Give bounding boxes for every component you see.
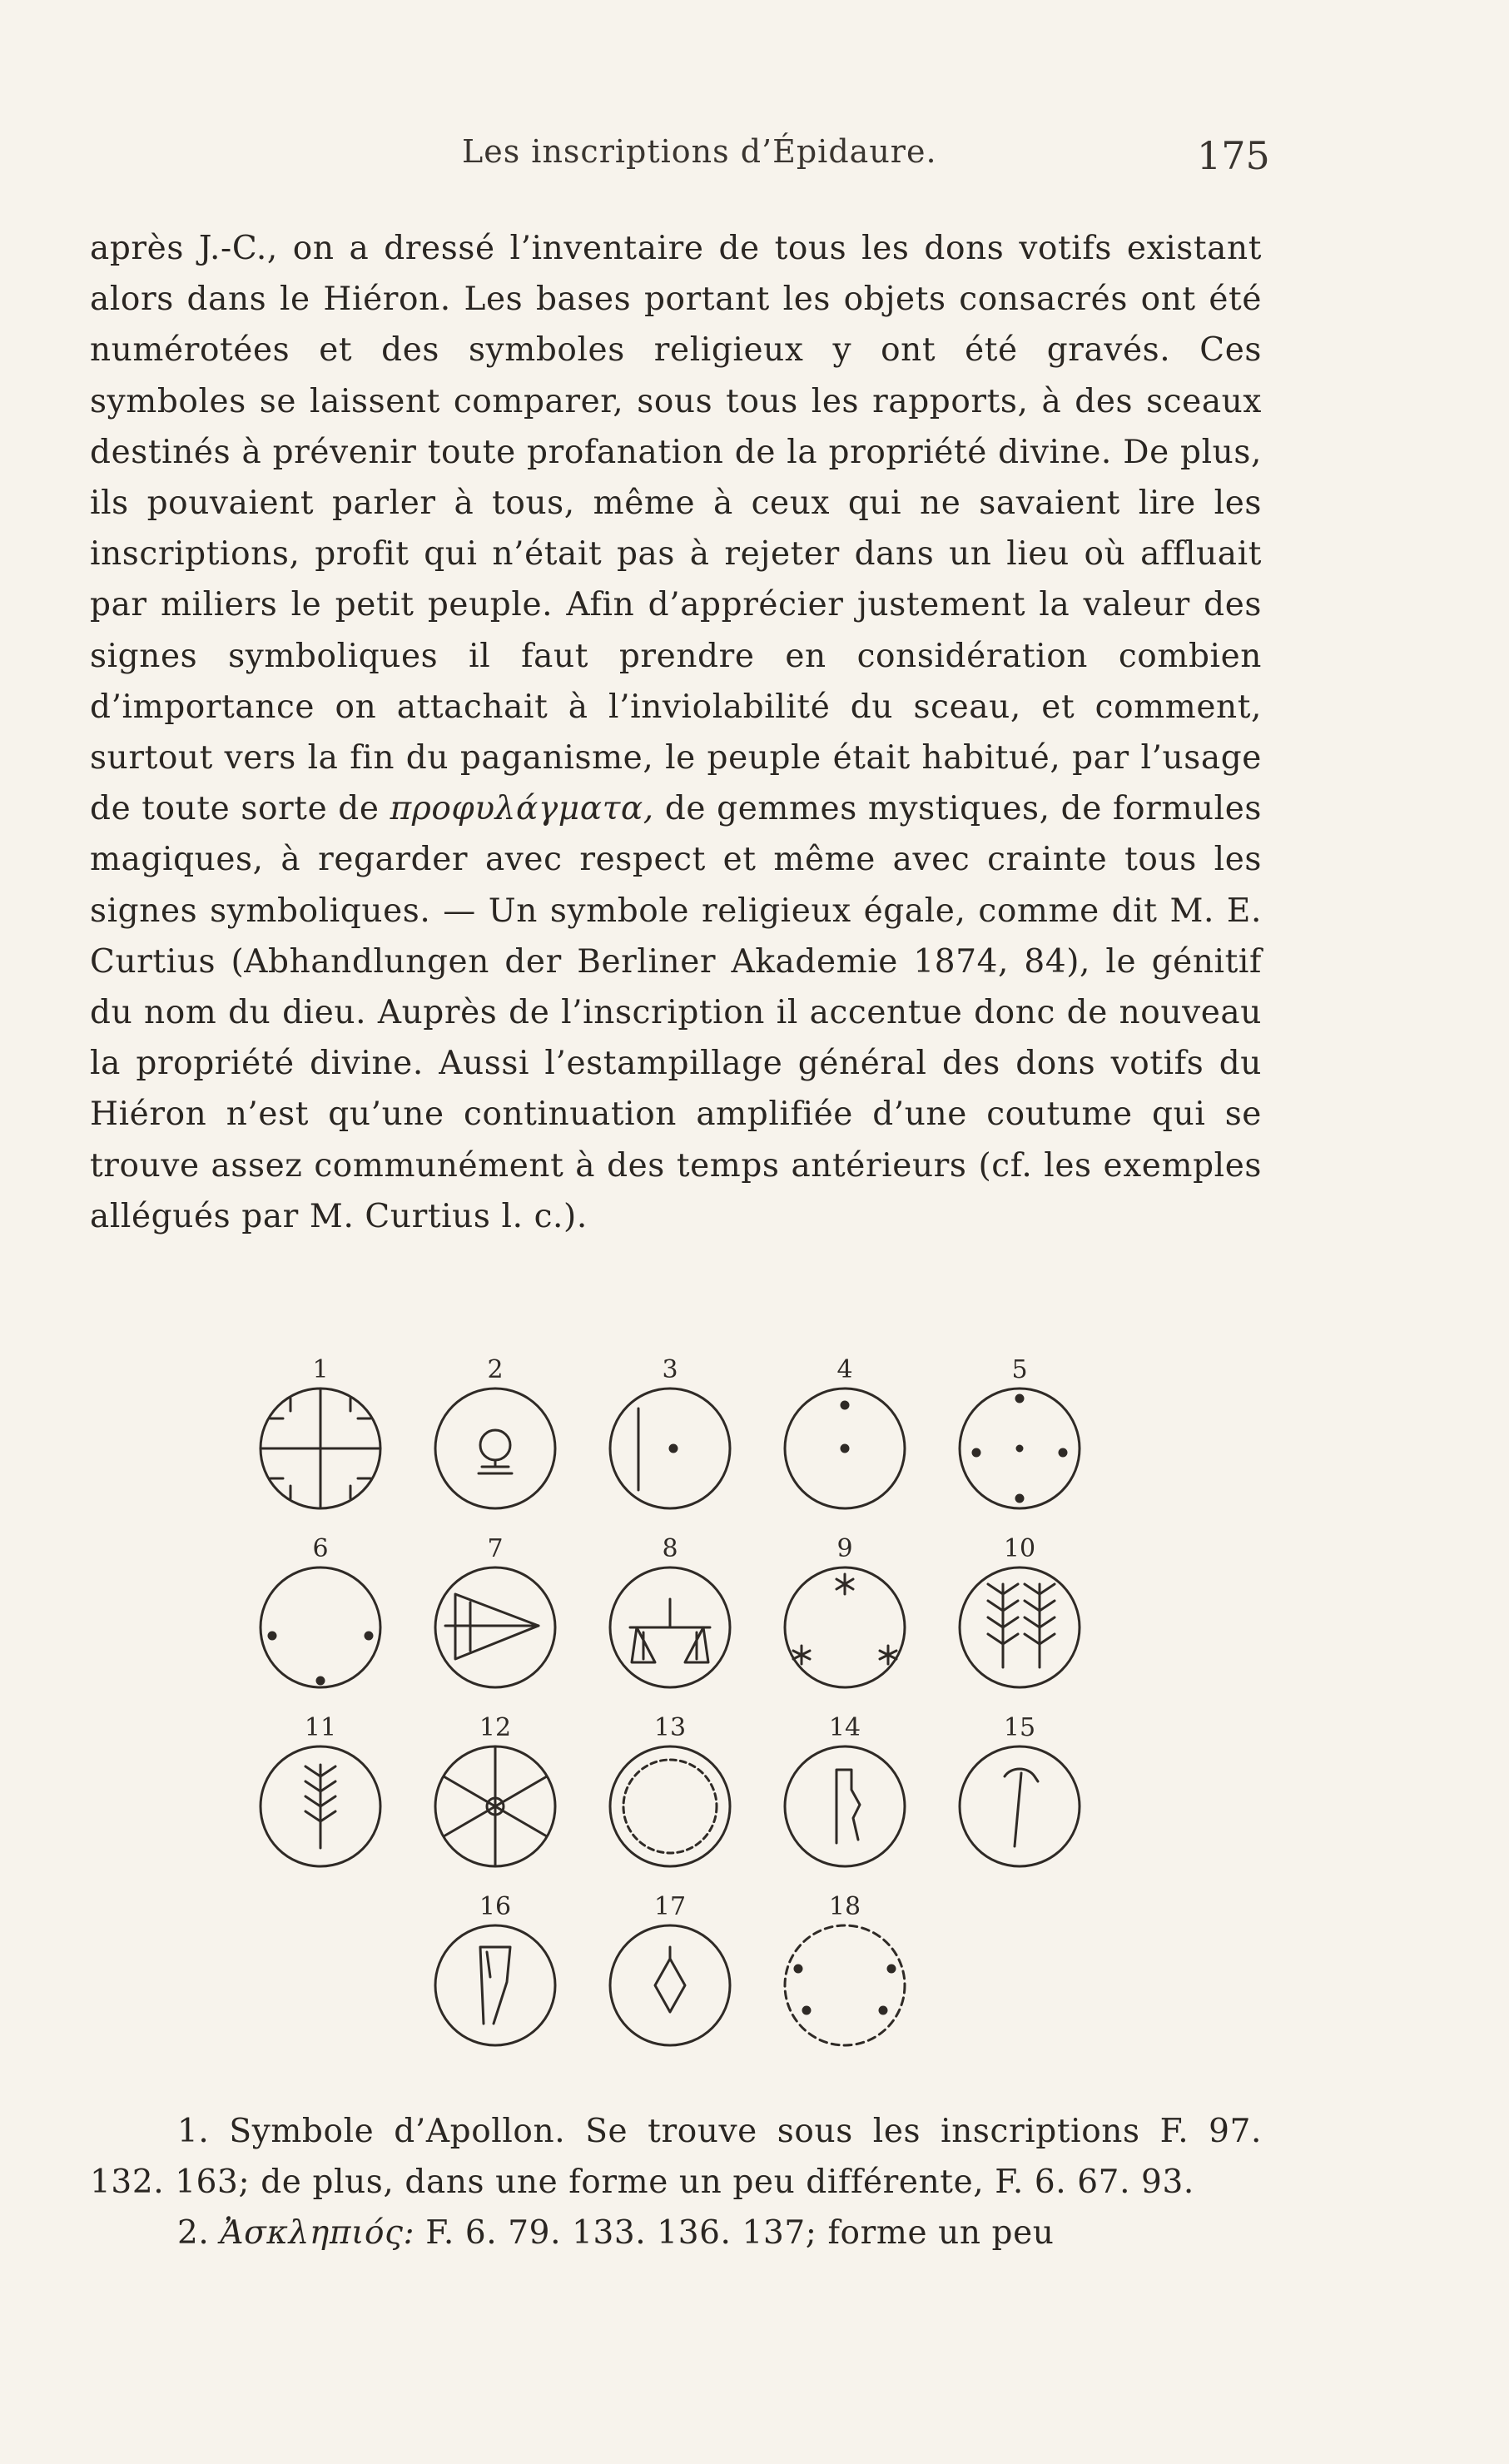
symbol-5 (960, 1388, 1080, 1508)
body-text-part-1: après J.-C., on a dressé l’inventaire de tous les dons votifs existant alors dans le Hiéron. Les bases portant les objets consacrés ont été numérotées et des symboles religieux y ont été gravés. Ces symboles se laissent comparer, sous tous les rapports, à des sceaux destinés à prévenir toute profanation de la propriété divine. De plus, ils pouvaient parler à tous, même à ceux qui ne savaient lire les inscriptions, profit qui n’était pas à rejeter dans un lieu où affluait par miliers le petit peuple. Afin d’apprécier justement la valeur des signes symboliques il faut prendre en considération combien d’importance on attachait à l’inviolabilité du sceau, et comment, surtout vers la fin du paganisme, le peuple était habitué, par l’usage de toute sorte de (90, 230, 1262, 828)
symbols-plate (241, 1344, 1115, 2069)
symbol-label-2: 2 (487, 1355, 504, 1384)
symbol-label-5: 5 (1011, 1355, 1028, 1384)
page-number: 175 (1197, 133, 1270, 178)
symbol-10 (960, 1567, 1080, 1687)
symbol-label-9: 9 (836, 1534, 853, 1563)
symbol-16 (435, 1925, 555, 2045)
symbol-3 (610, 1388, 730, 1508)
symbol-12 (435, 1746, 555, 1866)
symbol-13 (610, 1746, 730, 1866)
symbol-1 (261, 1388, 380, 1508)
symbol-15 (960, 1746, 1080, 1866)
greek-term: προφυλάγματα, (390, 790, 654, 828)
symbol-2 (435, 1388, 555, 1508)
symbol-18 (785, 1925, 905, 2045)
symbol-8 (610, 1567, 730, 1687)
footnote-2-number: 2. (177, 2214, 210, 2252)
symbol-label-16: 16 (479, 1892, 512, 1921)
symbol-label-17: 17 (653, 1892, 687, 1921)
symbol-label-12: 12 (479, 1713, 512, 1742)
body-paragraph (90, 223, 1262, 1242)
symbol-label-13: 13 (653, 1713, 687, 1742)
symbol-7 (435, 1567, 555, 1687)
footnote-1: 1. Symbole d’Apollon. Se trouve sous les inscriptions F. 97. 132. 163; de plus, dans une forme un peu différente, F. 6. 67. 93. (90, 2113, 1262, 2201)
symbol-9 (785, 1567, 905, 1687)
symbols-figure (241, 1344, 1115, 2069)
running-head: Les inscriptions d’Épidaure. (462, 133, 937, 170)
footnotes (90, 2106, 1262, 2258)
footnote-2-greek: Ἀσκληπιός: (220, 2214, 415, 2252)
symbol-label-4: 4 (836, 1355, 853, 1384)
symbol-label-14: 14 (828, 1713, 861, 1742)
symbol-14 (785, 1746, 905, 1866)
symbol-label-8: 8 (662, 1534, 678, 1563)
body-text-part-2: de gemmes mystiques, de formules magiques, à regarder avec respect et même avec crainte tous les signes symboliques. — Un symbole religieux égale, comme dit M. E. Curtius (Abhandlungen der Berliner Akademie 1874, 84), le génitif du nom du dieu. Auprès de l’inscription il accentue donc de nouveau la propriété divine. Aussi l’estampillage général des dons votifs du Hiéron n’est qu’une continuation amplifiée d’une coutume qui se trouve assez communément à des temps antérieurs (cf. les exemples allégués par M. Curtius l. c.). (90, 790, 1262, 1235)
symbol-17 (610, 1925, 730, 2045)
symbol-label-7: 7 (487, 1534, 504, 1563)
symbol-label-15: 15 (1003, 1713, 1036, 1742)
symbol-label-3: 3 (662, 1355, 678, 1384)
symbol-11 (261, 1746, 380, 1866)
symbol-label-6: 6 (312, 1534, 329, 1563)
symbol-label-10: 10 (1003, 1534, 1036, 1563)
footnote-2-text: F. 6. 79. 133. 136. 137; forme un peu (425, 2214, 1055, 2252)
symbol-6 (261, 1567, 380, 1687)
symbol-label-11: 11 (304, 1713, 337, 1742)
symbol-4 (785, 1388, 905, 1508)
symbol-label-1: 1 (312, 1355, 329, 1384)
symbol-label-18: 18 (828, 1892, 861, 1921)
footnote-2 (90, 2208, 1262, 2258)
